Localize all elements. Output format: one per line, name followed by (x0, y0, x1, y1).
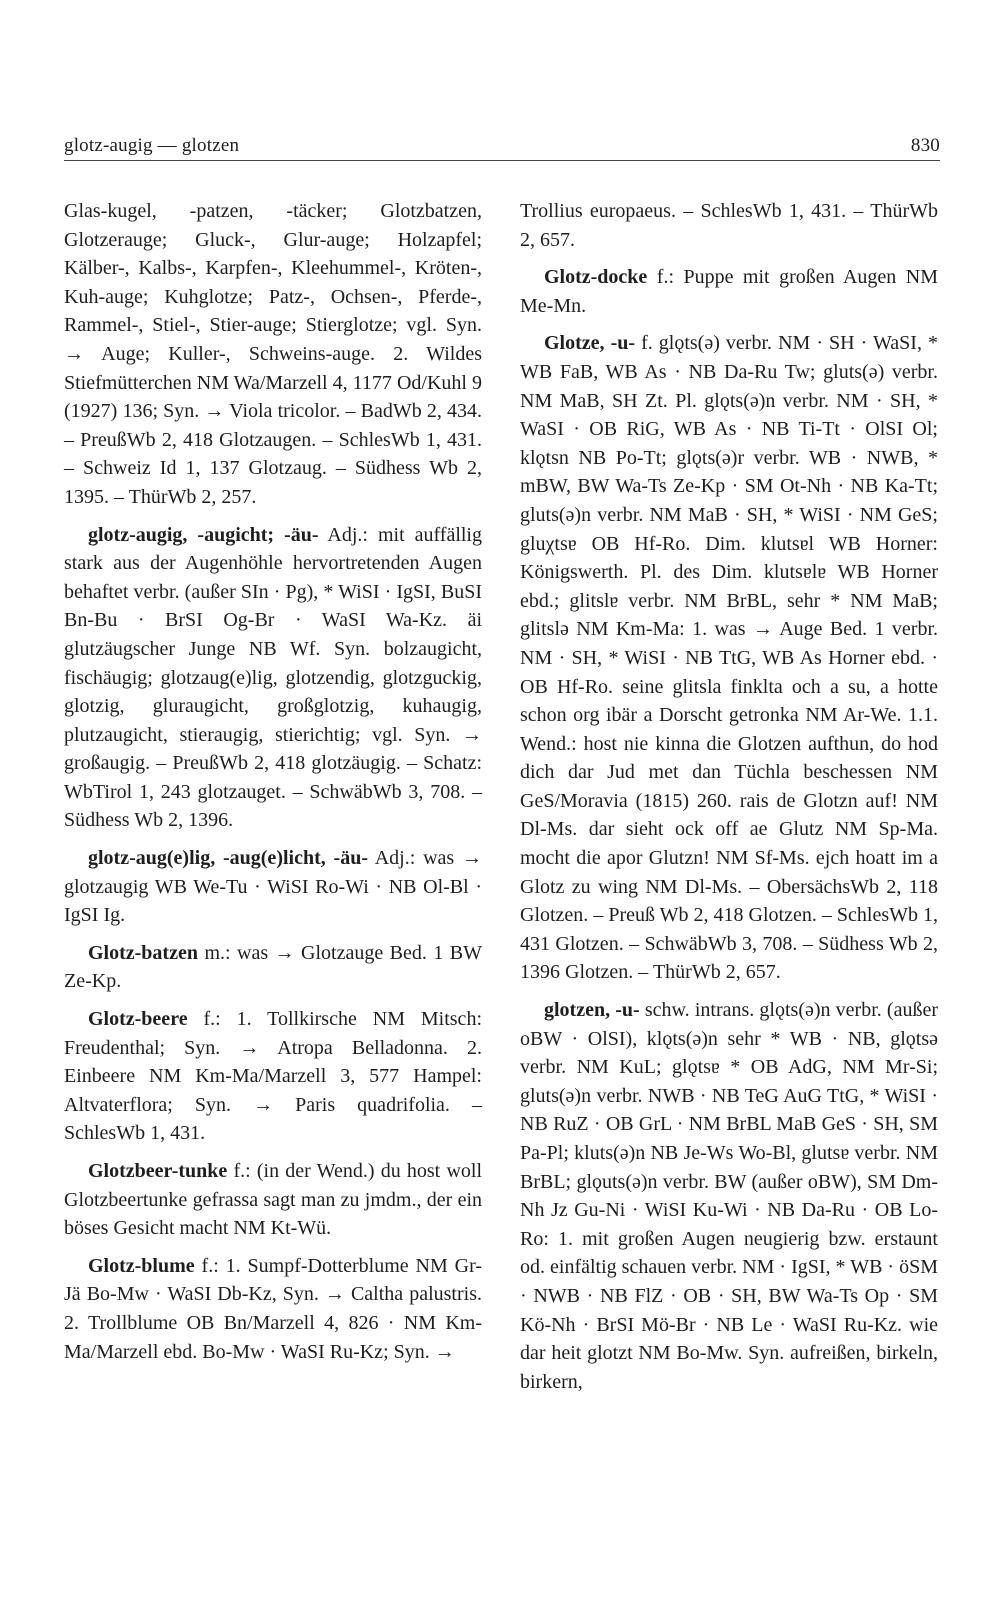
entry-headword: Glotz-docke (544, 266, 648, 289)
entry-headword: Glotze, -u- (544, 332, 636, 355)
entry-text: m.: was → Glotzauge Bed. 1 BW Ze-Kp. (64, 941, 482, 993)
entry-text: f.: 1. Tollkirsche NM Mitsch: Freudenthal; Syn. → Atropa Belladonna. 2. Einbeere NM Km-Ma/Marzell 3, 577 Hampel: Altvaterflora; Syn. → Paris quadrifolia. – SchlesWb 1, 431. (64, 1008, 482, 1145)
dictionary-entry (520, 329, 938, 987)
entry-headword: Glotz-blume (88, 1254, 195, 1277)
continued-entry-text: Glas-kugel, -patzen, -täcker; Glotzbatzen, Glotzerauge; Gluck-, Glur-auge; Holzapfel; Kälber-, Kalbs-, Karpfen-, Kleehummel-, Kröten-, Kuh-auge; Kuhglotze; Patz-, Ochsen-, Pferde-, Rammel-, Stiel-, Stier-auge; Stierglotze; vgl. Syn. → Auge; Kuller-, Schweins-auge. 2. Wildes Stiefmütterchen NM Wa/Marzell 4, 1177 Od/Kuhl 9 (1927) 136; Syn. → Viola tricolor. – BadWb 2, 434. – PreußWb 2, 418 Glotzaugen. – SchlesWb 1, 431. – Schweiz Id 1, 137 Glotzaug. – Südhess Wb 2, 1395. – ThürWb 2, 257. (64, 200, 482, 508)
entry-headword: Glotz-batzen (88, 941, 198, 964)
continued-entry-text: Trollius europaeus. – SchlesWb 1, 431. – ThürWb 2, 657. (520, 200, 938, 251)
entry-text: Adj.: mit auffällig stark aus der Augenhöhle hervortretenden Augen behaftet verbr. (außer SIn · Pg), * WiSI · IgSI, BuSI Bn-Bu · BrSI Og-Br · WaSI Wa-Kz. äi glutzäugscher Junge NB Wf. Syn. bolzaugicht, fischäugig; glotzaug(e)lig, glotzendig, glotzguckig, glotzig, gluraugicht, großglotzig, kuhaugig, plutzaugicht, stieraugig, stierichtig; vgl. Syn. → großaugig. – PreußWb 2, 418 glotzäugig. – Schatz: WbTirol 1, 243 glotzauget. – SchwäbWb 3, 708. – Südhess Wb 2, 1396. (64, 523, 482, 832)
dictionary-entry (64, 1157, 482, 1243)
dictionary-entry (64, 1005, 482, 1148)
dictionary-entry (520, 996, 938, 1396)
dictionary-entry (64, 939, 482, 996)
entry-headword: Glotzbeer-tunke (88, 1160, 228, 1182)
running-title: glotz-augig — glotzen (64, 135, 240, 156)
entry-headword: glotz-augig, -augicht; -äu- (88, 523, 319, 546)
entry-text: f. glǫts(ə) verbr. NM · SH · WaSI, * WB FaB, WB As · NB Da-Ru Tw; gluts(ə) verbr. NM MaB, SH Zt. Pl. glǫts(ə)n verbr. NM · SH, * WaSI · OB RiG, WB As · NB Ti-Tt · OlSI Ol; klǫtsn NB Po-Tt; glǫts(ə)r verbr. WB · NWB, * mBW, BW Wa-Ts Ze-Kp · SM Ot-Nh · NB Ka-Tt; gluts(ə)n verbr. NM MaB · SH, * WiSI · NM GeS; gluχtsɐ OB Hf-Ro. Dim. klutsɐl WB Horner: Königswerth. Pl. des Dim. klutsɐlɐ WB Horner ebd.; glitslɐ verbr. NM BrBL, sehr * NM MaB; glitslə NM Km-Ma: 1. was → Auge Bed. 1 verbr. NM · SH, * WiSI · NB TtG, WB As Horner ebd. · OB Hf-Ro. seine glitsla finklta och a su, a hotte schon org ibär a Dorscht getronka NM Ar-We. 1.1. Wend.: host nie kinna die Glotzen aufthun, do hod dich dar Jud met dan Tüchla beschessen NM GeS/Moravia (1815) 260. rais de Glotzn auf! NM Dl-Ms. dar sieht ock off ae Glutz NM Sp-Ma. mocht die apor Glutzn! NM Sf-Ms. ejch hoatt im a Glotz zu wing NM Dl-Ms. – ObersächsWb 2, 118 Glotzen. – Preuß Wb 2, 418 Glotzen. – SchlesWb 1, 431 Glotzen. – SchwäbWb 3, 708. – Südhess Wb 2, 1396 Glotzen. – ThürWb 2, 657. (520, 332, 938, 984)
running-header (64, 135, 940, 161)
page-number: 830 (910, 135, 940, 156)
left-column (64, 197, 482, 1366)
dictionary-entry (520, 263, 938, 320)
dictionary-entry (64, 1252, 482, 1366)
dictionary-entry (64, 844, 482, 930)
entry-text: f.: Puppe mit großen Augen NM Me-Mn. (520, 266, 938, 317)
entry-text: Adj.: was → glotzaugig WB We-Tu · WiSI Ro-Wi · NB Ol-Bl · IgSI Ig. (64, 847, 482, 927)
entry-headword: glotzen, -u- (544, 999, 640, 1022)
entry-text: f.: 1. Sumpf-Dotterblume NM Gr-Jä Bo-Mw · WaSI Db-Kz, Syn. → Caltha palustris. 2. Trollblume OB Bn/Marzell 4, 826 · NM Km-Ma/Marzell ebd. Bo-Mw · WaSI Ru-Kz; Syn. → (64, 1254, 482, 1363)
entry-headword: Glotz-beere (88, 1008, 188, 1031)
dictionary-entry (64, 521, 482, 836)
entry-text: schw. intrans. glǫts(ə)n verbr. (außer oBW · OlSI), klǫts(ə)n sehr * WB · NB, glǫtsə verbr. NM KuL; glǫtsɐ * OB AdG, NM Mr-Si; gluts(ə)n verbr. NWB · NB TeG AuG TtG, * WiSI · NB RuZ · OB GrL · NM BrBL MaB GeS · SH, SM Pa-Pl; kluts(ə)n NB Je-Ws Wo-Bl, glutsɐ verbr. NM BrBL; glǫuts(ə)n verbr. BW (außer oBW), SM Dm-Nh Jz Gu-Ni · WiSI Ku-Wi · NB Da-Ru · OB Lo-Ro: 1. mit großen Augen neugierig bzw. erstaunt od. einfältig schauen verbr. NM · IgSI, * WB · öSM · NWB · NB FlZ · OB · SH, BW Wa-Ts Op · SM Kö-Nh · BrSI Mö-Br · NB Le · WaSI Ru-Kz. wie dar heit glotzt NM Bo-Mw. Syn. aufreißen, birkeln, birkern, (520, 999, 939, 1393)
right-column (520, 197, 938, 1396)
entry-headword: glotz-aug(e)lig, -aug(e)licht, -äu- (88, 847, 368, 870)
header-rule (64, 160, 940, 161)
entry-text: f.: (in der Wend.) du host woll Glotzbeertunke gefrassa sagt man zu jmdm., der ein böses Gesicht macht NM Kt-Wü. (64, 1160, 483, 1240)
